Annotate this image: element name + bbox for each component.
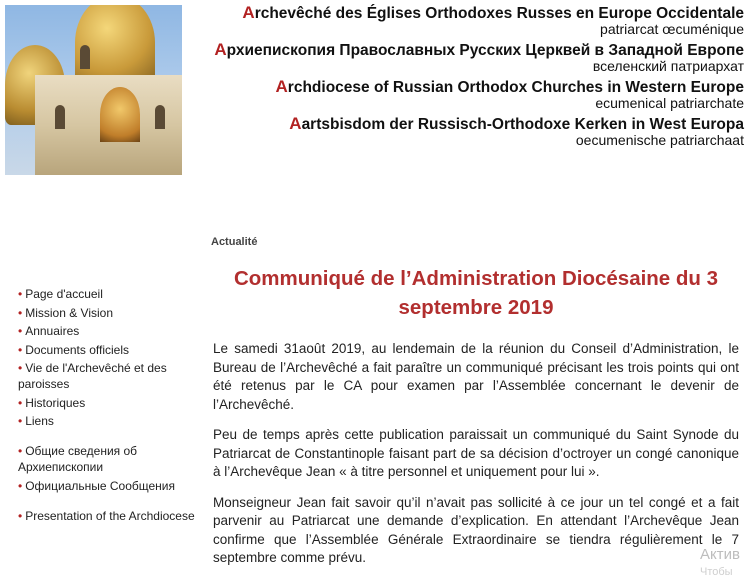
title-subtitle: patriarcat œcuménique (600, 21, 744, 37)
nav-item-links[interactable] (18, 413, 198, 429)
nav-item-label: Mission & Vision (25, 305, 114, 320)
title-initial: А (214, 40, 227, 59)
title-block-nl[interactable] (214, 115, 744, 147)
sidebar-nav (18, 286, 198, 538)
article-body (213, 340, 739, 580)
icon-arch-shape (100, 87, 140, 142)
article-headline: Communiqué de l’Administration Diocésaine du 3 septembre 2019 (233, 267, 719, 319)
activation-watermark: Актив (700, 546, 740, 563)
title-initial: A (289, 114, 302, 133)
title-text: artsbisdom der Russisch-Orthodoxe Kerken in West Europa (301, 116, 744, 133)
nav-item-label: Presentation of the Archdiocese (25, 508, 195, 523)
nav-item-label: Documents officiels (25, 342, 130, 357)
section-label: Actualité (211, 236, 258, 248)
nav-group-en (18, 508, 198, 524)
window-shape (55, 105, 65, 129)
nav-item-label: Официальные Сообщения (25, 478, 176, 493)
bullet-icon: • (18, 508, 23, 523)
nav-item-official-messages-ru[interactable] (18, 478, 198, 494)
nav-item-mission[interactable] (18, 305, 198, 321)
title-text: rchdiocese of Russian Orthodox Churches in Western Europe (287, 79, 744, 96)
window-shape (80, 45, 90, 69)
bullet-icon: • (18, 395, 23, 410)
nav-item-history[interactable] (18, 395, 198, 411)
nav-group-fr (18, 286, 198, 429)
site-titles (214, 4, 744, 152)
cathedral-photo (5, 5, 182, 175)
title-block-en[interactable] (214, 78, 744, 110)
bullet-icon: • (18, 478, 23, 493)
nav-item-label: Vie de l'Archevêché et des paroisses (18, 361, 167, 391)
title-subtitle: вселенский патриархат (592, 58, 744, 74)
bullet-icon: • (18, 361, 23, 375)
nav-item-label: Annuaires (25, 324, 80, 338)
bullet-icon: • (18, 414, 23, 428)
title-block-ru[interactable] (214, 41, 744, 73)
title-text: рхиепископия Православных Русских Церквей в Западной Европе (226, 42, 744, 59)
title-subtitle: ecumenical patriarchate (595, 95, 744, 111)
bullet-icon: • (18, 305, 23, 320)
nav-item-label: Liens (25, 414, 54, 428)
nav-item-parish-life[interactable] (18, 360, 198, 392)
nav-item-label: Historiques (25, 395, 86, 410)
bullet-icon: • (18, 324, 23, 338)
bullet-icon: • (18, 342, 23, 357)
nav-item-presentation-en[interactable] (18, 508, 198, 524)
bullet-icon: • (18, 444, 23, 458)
window-shape (155, 105, 165, 129)
nav-item-label: Page d'accueil (25, 287, 103, 301)
article-paragraph: Le samedi 31août 2019, au lendemain de la réunion du Conseil d’Administration, le Bureau de l’Archevêché a fait paraître un communiqué précisant les trois points qui ont été retenus par le CA pour examen par l’Assemblée concernant le devenir de l’Archevêché. (213, 341, 739, 412)
nav-item-home[interactable] (18, 286, 198, 302)
title-block-fr[interactable] (214, 4, 744, 36)
nav-item-directories[interactable] (18, 323, 198, 339)
nav-item-general-info-ru[interactable] (18, 443, 198, 475)
article-paragraph: Monseigneur Jean fait savoir qu’il n’avait pas sollicité à ce jour un tel congé et a fait parvenir au Patriarcat une demande d’explication. En attendant l’Archevêque Jean confirme que l’Assemblée Générale Extraordinaire se tiendra régulièrement le 7 septembre comme prévu. (213, 494, 739, 565)
title-initial: A (275, 77, 288, 96)
title-initial: A (242, 3, 255, 22)
title-subtitle: oecumenische patriarchaat (575, 132, 744, 148)
bullet-icon: • (18, 287, 23, 301)
nav-group-ru (18, 443, 198, 494)
activation-watermark-sub: Чтобы (700, 566, 733, 578)
nav-item-official-documents[interactable] (18, 342, 198, 358)
article-paragraph: Peu de temps après cette publication paraissait un communiqué du Saint Synode du Patriarcat de Constantinople faisant part de sa décision d’octroyer un congé canonique à l’Archevêque Jean « à titre personnel et uniquement pour lui ». (213, 427, 739, 479)
title-text: rchevêché des Églises Orthodoxes Russes en Europe Occidentale (254, 5, 744, 22)
nav-item-label: Общие сведения об Архиепископии (18, 444, 138, 474)
